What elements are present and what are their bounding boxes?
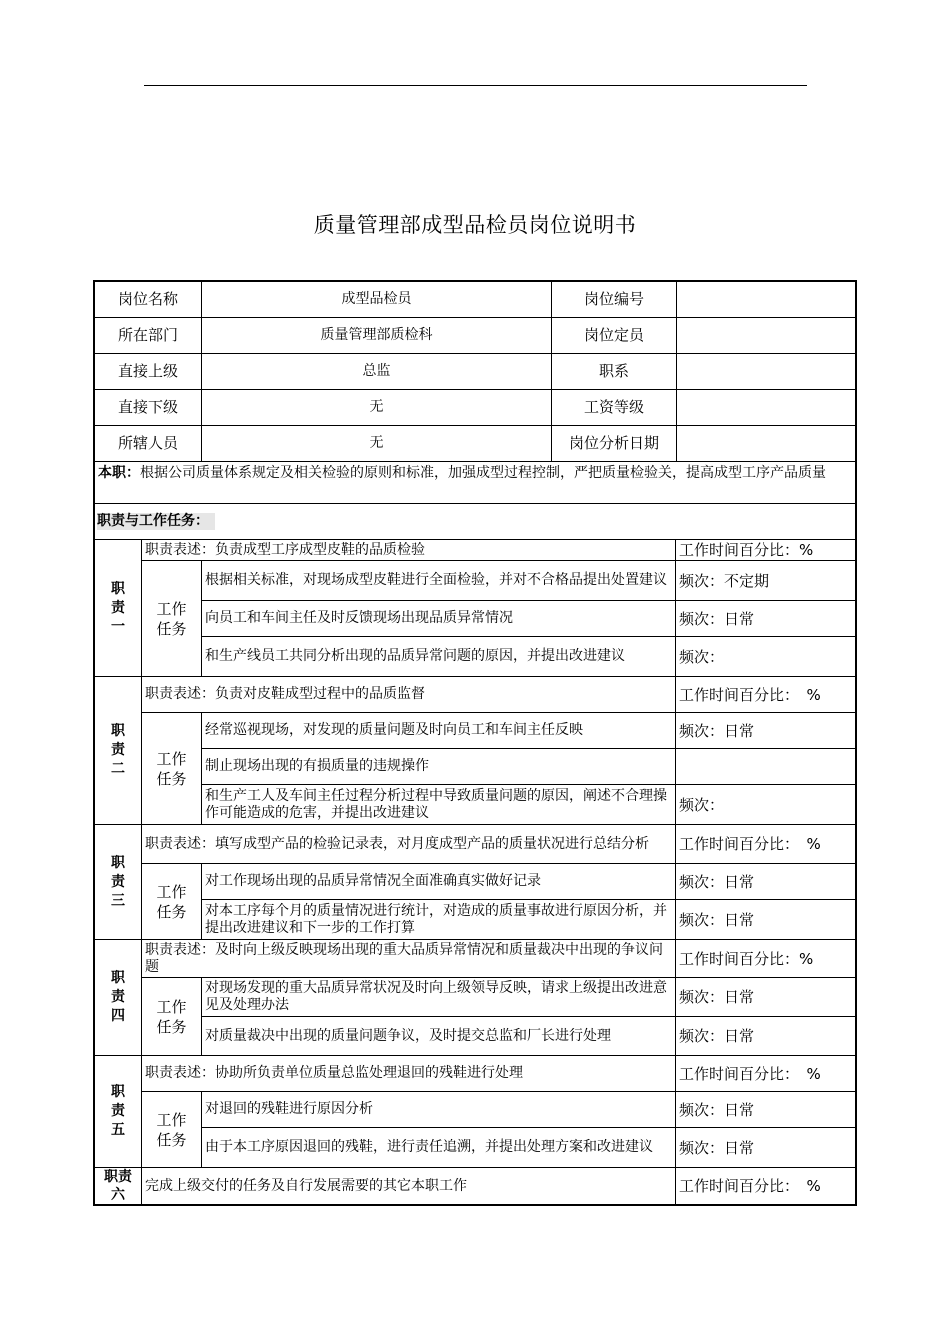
duty-2-task-1: 经常巡视现场，对发现的质量问题及时向员工和车间主任反映 (202, 713, 676, 749)
duty-6-desc: 完成上级交付的任务及自行发展需要的其它本职工作 (142, 1168, 676, 1204)
staff-label: 所辖人员 (95, 426, 202, 462)
analysis-date-value (677, 426, 855, 462)
salary-grade-value (677, 390, 855, 426)
duty-1-task-label: 工作任务 (142, 561, 202, 677)
duty-3-freq-2: 频次：日常 (676, 900, 855, 940)
job-family-value (677, 354, 855, 390)
duty-3-pct: 工作时间百分比： % (676, 825, 855, 864)
duty-2-freq-1: 频次：日常 (676, 713, 855, 749)
subordinate-value: 无 (202, 390, 552, 426)
duty-4-pct: 工作时间百分比：% (676, 940, 855, 978)
duty-5-pct: 工作时间百分比： % (676, 1056, 855, 1092)
duty-1-task-3: 和生产线员工共同分析出现的品质异常问题的原因，并提出改进建议 (202, 637, 676, 677)
department-value: 质量管理部质检科 (202, 318, 552, 354)
salary-grade-label: 工资等级 (552, 390, 677, 426)
duty-1-desc: 职责表述：负责成型工序成型皮鞋的品质检验 (142, 540, 676, 561)
position-name-label: 岗位名称 (95, 282, 202, 318)
duty-1-freq-2: 频次：日常 (676, 601, 855, 637)
duty-3-name: 职责三 (95, 825, 142, 940)
job-summary-text: 根据公司质量体系规定及相关检验的原则和标准，加强成型过程控制，严把质量检验关，提高成型工序产品质量 (140, 465, 826, 481)
staff-value: 无 (202, 426, 552, 462)
duty-1-freq-3: 频次： (676, 637, 855, 677)
superior-value: 总监 (202, 354, 552, 390)
duty-1-task-1: 根据相关标准，对现场成型皮鞋进行全面检验，并对不合格品提出处置建议 (202, 561, 676, 601)
duty-1-name: 职责一 (95, 540, 142, 677)
duty-2-task-label: 工作任务 (142, 713, 202, 825)
job-summary (95, 462, 855, 504)
duty-2-desc: 职责表述：负责对皮鞋成型过程中的品质监督 (142, 677, 676, 713)
duty-4-freq-2: 频次：日常 (676, 1017, 855, 1056)
position-name-value: 成型品检员 (202, 282, 552, 318)
page-title: 质量管理部成型品检员岗位说明书 (313, 213, 637, 237)
duty-5-freq-2: 频次：日常 (676, 1128, 855, 1168)
analysis-date-label: 岗位分析日期 (552, 426, 677, 462)
duty-4-task-1: 对现场发现的重大品质异常状况及时向上级领导反映，请求上级提出改进意见及处理办法 (202, 978, 676, 1017)
duty-5-task-2: 由于本工序原因退回的残鞋，进行责任追溯，并提出处理方案和改进建议 (202, 1128, 676, 1168)
duty-5-desc: 职责表述：协助所负责单位质量总监处理退回的残鞋进行处理 (142, 1056, 676, 1092)
duty-3-task-2: 对本工序每个月的质量情况进行统计，对造成的质量事故进行原因分析，并提出改进建议和下一步的工作打算 (202, 900, 676, 940)
duty-1-task-2: 向员工和车间主任及时反馈现场出现品质异常情况 (202, 601, 676, 637)
duty-3-desc: 职责表述：填写成型产品的检验记录表，对月度成型产品的质量状况进行总结分析 (142, 825, 676, 864)
duty-2-name: 职责二 (95, 677, 142, 825)
department-label: 所在部门 (95, 318, 202, 354)
duty-4-freq-1: 频次：日常 (676, 978, 855, 1017)
position-code-value (677, 282, 855, 318)
duty-4-desc: 职责表述：及时向上级反映现场出现的重大品质异常情况和质量裁决中出现的争议问题 (142, 940, 676, 978)
duty-5-task-1: 对退回的残鞋进行原因分析 (202, 1092, 676, 1128)
duty-6-name: 职责六 (95, 1168, 142, 1204)
duty-3-freq-1: 频次：日常 (676, 864, 855, 900)
duty-3-task-1: 对工作现场出现的品质异常情况全面准确真实做好记录 (202, 864, 676, 900)
job-family-label: 职系 (552, 354, 677, 390)
duty-6-pct: 工作时间百分比： % (679, 1177, 821, 1195)
duties-header (95, 504, 855, 540)
duty-2-freq-3: 频次： (676, 785, 855, 825)
header-rule (144, 85, 807, 86)
duty-2-freq-2 (676, 749, 855, 785)
job-summary-label: 本职： (98, 465, 140, 481)
headcount-value (677, 318, 855, 354)
duty-4-name: 职责四 (95, 940, 142, 1056)
duty-4-task-2: 对质量裁决中出现的质量问题争议，及时提交总监和厂长进行处理 (202, 1017, 676, 1056)
position-code-label: 岗位编号 (552, 282, 677, 318)
duty-2-task-3: 和生产工人及车间主任过程分析过程中导致质量问题的原因，阐述不合理操作可能造成的危害，并提出改进建议 (202, 785, 676, 825)
duty-5-name: 职责五 (95, 1056, 142, 1168)
duty-1-pct: 工作时间百分比：% (676, 540, 855, 561)
duty-2-task-2: 制止现场出现的有损质量的违规操作 (202, 749, 676, 785)
duty-4-task-label: 工作任务 (142, 978, 202, 1056)
duties-header-label: 职责与工作任务： (97, 513, 215, 530)
duty-2-pct: 工作时间百分比： % (676, 677, 855, 713)
superior-label: 直接上级 (95, 354, 202, 390)
headcount-label: 岗位定员 (552, 318, 677, 354)
duty-1-freq-1: 频次：不定期 (676, 561, 855, 601)
job-description-table (93, 280, 857, 1206)
duty-3-task-label: 工作任务 (142, 864, 202, 940)
duty-5-task-label: 工作任务 (142, 1092, 202, 1168)
subordinate-label: 直接下级 (95, 390, 202, 426)
duty-5-freq-1: 频次：日常 (676, 1092, 855, 1128)
